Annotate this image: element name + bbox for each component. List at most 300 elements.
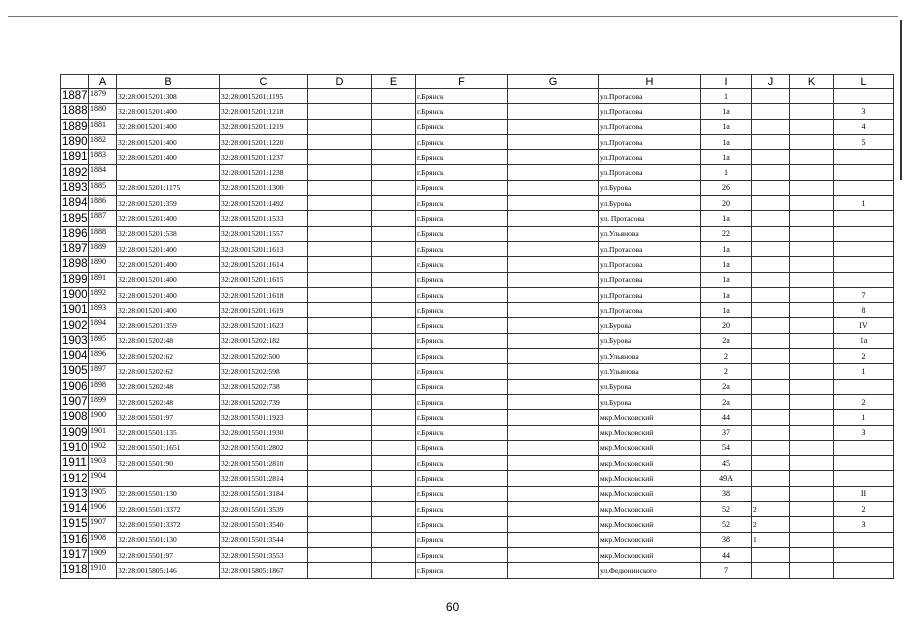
cell-d[interactable] bbox=[308, 104, 372, 119]
cell-i[interactable]: 1a bbox=[701, 211, 752, 226]
cell-e[interactable] bbox=[372, 425, 416, 440]
column-header-k[interactable]: K bbox=[790, 75, 834, 89]
cell-k[interactable] bbox=[790, 303, 834, 318]
cell-e[interactable] bbox=[372, 150, 416, 165]
cell-i[interactable]: 2 bbox=[701, 349, 752, 364]
cell-c[interactable]: 32:28:0015202:182 bbox=[220, 333, 308, 348]
cell-h[interactable]: ул.Бурова bbox=[599, 394, 701, 409]
cell-b[interactable]: 32:28:0015501:90 bbox=[117, 456, 220, 471]
cell-l[interactable] bbox=[834, 379, 894, 394]
cell-j[interactable] bbox=[752, 440, 790, 455]
cell-d[interactable] bbox=[308, 119, 372, 134]
cell-k[interactable] bbox=[790, 456, 834, 471]
cell-k[interactable] bbox=[790, 440, 834, 455]
row-number[interactable]: 1909 bbox=[62, 426, 88, 439]
cell-e[interactable] bbox=[372, 456, 416, 471]
cell-c[interactable]: 32:28:0015201:1300 bbox=[220, 180, 308, 195]
cell-a[interactable]: 1888 bbox=[89, 226, 117, 241]
cell-b[interactable]: 32:28:0015201:359 bbox=[117, 196, 220, 211]
cell-b[interactable]: 32:28:0015201:400 bbox=[117, 134, 220, 149]
cell-i[interactable]: 1a bbox=[701, 134, 752, 149]
cell-f[interactable]: г.Брянск bbox=[416, 425, 508, 440]
cell-c[interactable]: 32:28:0015501:3544 bbox=[220, 532, 308, 547]
cell-k[interactable] bbox=[790, 89, 834, 104]
column-header-c[interactable]: C bbox=[220, 75, 308, 89]
cell-f[interactable]: г.Брянск bbox=[416, 532, 508, 547]
cell-j[interactable] bbox=[752, 226, 790, 241]
cell-e[interactable] bbox=[372, 440, 416, 455]
cell-e[interactable] bbox=[372, 119, 416, 134]
cell-b[interactable]: 32:28:0015201:400 bbox=[117, 272, 220, 287]
row-number[interactable]: 1914 bbox=[62, 503, 88, 516]
cell-i[interactable]: 52 bbox=[701, 502, 752, 517]
cell-c[interactable]: 32:28:0015202:598 bbox=[220, 364, 308, 379]
cell-d[interactable] bbox=[308, 349, 372, 364]
cell-c[interactable]: 32:28:0015501:2810 bbox=[220, 456, 308, 471]
row-number[interactable]: 1893 bbox=[62, 181, 88, 194]
cell-b[interactable]: 32:28:0015201:400 bbox=[117, 241, 220, 256]
cell-c[interactable]: 32:28:0015501:3540 bbox=[220, 517, 308, 532]
cell-k[interactable] bbox=[790, 272, 834, 287]
cell-e[interactable] bbox=[372, 517, 416, 532]
cell-f[interactable]: г.Брянск bbox=[416, 180, 508, 195]
cell-d[interactable] bbox=[308, 471, 372, 486]
cell-j[interactable] bbox=[752, 318, 790, 333]
cell-i[interactable]: 2 bbox=[701, 364, 752, 379]
cell-e[interactable] bbox=[372, 104, 416, 119]
row-number[interactable]: 1904 bbox=[62, 350, 88, 363]
cell-f[interactable]: г.Брянск bbox=[416, 104, 508, 119]
cell-a[interactable]: 1892 bbox=[89, 287, 117, 302]
cell-a[interactable]: 1881 bbox=[89, 119, 117, 134]
cell-j[interactable] bbox=[752, 333, 790, 348]
cell-f[interactable]: г.Брянск bbox=[416, 563, 508, 578]
cell-k[interactable] bbox=[790, 104, 834, 119]
row-number[interactable]: 1911 bbox=[62, 457, 87, 470]
cell-e[interactable] bbox=[372, 547, 416, 562]
cell-i[interactable]: 7 bbox=[701, 563, 752, 578]
cell-k[interactable] bbox=[790, 349, 834, 364]
cell-f[interactable]: г.Брянск bbox=[416, 318, 508, 333]
cell-l[interactable]: II bbox=[834, 486, 894, 501]
cell-h[interactable]: ул.Протасова bbox=[599, 287, 701, 302]
cell-b[interactable]: 32:28:0015201:400 bbox=[117, 104, 220, 119]
cell-c[interactable]: 32:28:0015201:1220 bbox=[220, 134, 308, 149]
cell-j[interactable] bbox=[752, 410, 790, 425]
cell-d[interactable] bbox=[308, 364, 372, 379]
row-number[interactable]: 1894 bbox=[62, 197, 88, 210]
cell-i[interactable]: 45 bbox=[701, 456, 752, 471]
cell-d[interactable] bbox=[308, 89, 372, 104]
cell-e[interactable] bbox=[372, 486, 416, 501]
cell-e[interactable] bbox=[372, 471, 416, 486]
cell-g[interactable] bbox=[508, 517, 599, 532]
cell-a[interactable]: 1887 bbox=[89, 211, 117, 226]
cell-f[interactable]: г.Брянск bbox=[416, 287, 508, 302]
cell-g[interactable] bbox=[508, 349, 599, 364]
cell-c[interactable]: 32:28:0015201:1492 bbox=[220, 196, 308, 211]
cell-h[interactable]: мкр.Московский bbox=[599, 486, 701, 501]
cell-g[interactable] bbox=[508, 364, 599, 379]
cell-c[interactable]: 32:28:0015501:2802 bbox=[220, 440, 308, 455]
cell-i[interactable]: 44 bbox=[701, 547, 752, 562]
cell-h[interactable]: мкр.Московский bbox=[599, 456, 701, 471]
cell-d[interactable] bbox=[308, 547, 372, 562]
cell-g[interactable] bbox=[508, 272, 599, 287]
row-number[interactable]: 1908 bbox=[62, 411, 88, 424]
cell-h[interactable]: ул.Протасова bbox=[599, 150, 701, 165]
row-number[interactable]: 1902 bbox=[62, 319, 88, 332]
cell-b[interactable] bbox=[117, 471, 220, 486]
cell-l[interactable]: 7 bbox=[834, 287, 894, 302]
cell-b[interactable]: 32:28:0015201:400 bbox=[117, 211, 220, 226]
cell-l[interactable] bbox=[834, 471, 894, 486]
cell-k[interactable] bbox=[790, 394, 834, 409]
cell-a[interactable]: 1901 bbox=[89, 425, 117, 440]
cell-k[interactable] bbox=[790, 471, 834, 486]
cell-a[interactable]: 1883 bbox=[89, 150, 117, 165]
row-number[interactable]: 1888 bbox=[62, 105, 88, 118]
cell-c[interactable]: 32:28:0015201:1618 bbox=[220, 287, 308, 302]
column-header-f[interactable]: F bbox=[416, 75, 508, 89]
cell-c[interactable]: 32:28:0015501:3553 bbox=[220, 547, 308, 562]
cell-l[interactable] bbox=[834, 547, 894, 562]
cell-i[interactable]: 49А bbox=[701, 471, 752, 486]
cell-j[interactable] bbox=[752, 150, 790, 165]
cell-b[interactable]: 32:28:0015501:135 bbox=[117, 425, 220, 440]
cell-b[interactable]: 32:28:0015201:400 bbox=[117, 303, 220, 318]
cell-a[interactable]: 1890 bbox=[89, 257, 117, 272]
cell-g[interactable] bbox=[508, 287, 599, 302]
cell-e[interactable] bbox=[372, 303, 416, 318]
cell-d[interactable] bbox=[308, 211, 372, 226]
cell-b[interactable]: 32:28:0015501:130 bbox=[117, 486, 220, 501]
cell-g[interactable] bbox=[508, 134, 599, 149]
cell-k[interactable] bbox=[790, 241, 834, 256]
cell-c[interactable]: 32:28:0015201:1533 bbox=[220, 211, 308, 226]
cell-i[interactable]: 2a bbox=[701, 394, 752, 409]
cell-j[interactable] bbox=[752, 241, 790, 256]
cell-d[interactable] bbox=[308, 517, 372, 532]
cell-h[interactable]: ул.Протасова bbox=[599, 119, 701, 134]
cell-c[interactable]: 32:28:0015805:1867 bbox=[220, 563, 308, 578]
cell-h[interactable]: ул.Протасова bbox=[599, 257, 701, 272]
cell-j[interactable] bbox=[752, 104, 790, 119]
cell-l[interactable] bbox=[834, 532, 894, 547]
cell-l[interactable]: 3 bbox=[834, 104, 894, 119]
cell-j[interactable] bbox=[752, 379, 790, 394]
cell-j[interactable] bbox=[752, 394, 790, 409]
cell-j[interactable]: 2 bbox=[752, 517, 790, 532]
cell-f[interactable]: г.Брянск bbox=[416, 211, 508, 226]
cell-e[interactable] bbox=[372, 134, 416, 149]
cell-i[interactable]: 26 bbox=[701, 180, 752, 195]
cell-b[interactable]: 32:28:0015201:400 bbox=[117, 257, 220, 272]
column-header-g[interactable]: G bbox=[508, 75, 599, 89]
row-number[interactable]: 1889 bbox=[62, 120, 88, 133]
cell-i[interactable]: 44 bbox=[701, 410, 752, 425]
cell-j[interactable] bbox=[752, 257, 790, 272]
cell-g[interactable] bbox=[508, 180, 599, 195]
row-number[interactable]: 1895 bbox=[62, 212, 88, 225]
cell-j[interactable] bbox=[752, 287, 790, 302]
cell-k[interactable] bbox=[790, 486, 834, 501]
cell-l[interactable]: 1 bbox=[834, 196, 894, 211]
cell-k[interactable] bbox=[790, 180, 834, 195]
cell-i[interactable]: 1a bbox=[701, 287, 752, 302]
row-number[interactable]: 1917 bbox=[62, 549, 88, 562]
cell-b[interactable]: 32:28:0015201:1175 bbox=[117, 180, 220, 195]
cell-f[interactable]: г.Брянск bbox=[416, 349, 508, 364]
cell-d[interactable] bbox=[308, 502, 372, 517]
cell-b[interactable]: 32:28:0015501:3372 bbox=[117, 517, 220, 532]
cell-c[interactable]: 32:28:0015202:738 bbox=[220, 379, 308, 394]
cell-b[interactable]: 32:28:0015501:1651 bbox=[117, 440, 220, 455]
cell-h[interactable]: ул.Протасова bbox=[599, 89, 701, 104]
cell-k[interactable] bbox=[790, 364, 834, 379]
cell-j[interactable] bbox=[752, 303, 790, 318]
cell-b[interactable]: 32:28:0015202:48 bbox=[117, 333, 220, 348]
cell-j[interactable] bbox=[752, 547, 790, 562]
cell-k[interactable] bbox=[790, 150, 834, 165]
cell-e[interactable] bbox=[372, 364, 416, 379]
cell-g[interactable] bbox=[508, 547, 599, 562]
row-number[interactable]: 1892 bbox=[62, 166, 88, 179]
cell-l[interactable]: 1a bbox=[834, 333, 894, 348]
cell-k[interactable] bbox=[790, 257, 834, 272]
cell-k[interactable] bbox=[790, 119, 834, 134]
cell-a[interactable]: 1894 bbox=[89, 318, 117, 333]
cell-j[interactable] bbox=[752, 180, 790, 195]
cell-c[interactable]: 32:28:0015201:1615 bbox=[220, 272, 308, 287]
cell-h[interactable]: ул.Протасова bbox=[599, 165, 701, 180]
cell-i[interactable]: 2a bbox=[701, 379, 752, 394]
column-header-d[interactable]: D bbox=[308, 75, 372, 89]
cell-k[interactable] bbox=[790, 517, 834, 532]
cell-k[interactable] bbox=[790, 410, 834, 425]
row-number[interactable]: 1896 bbox=[62, 227, 88, 240]
cell-g[interactable] bbox=[508, 440, 599, 455]
cell-b[interactable] bbox=[117, 165, 220, 180]
cell-i[interactable]: 38 bbox=[701, 486, 752, 501]
cell-k[interactable] bbox=[790, 287, 834, 302]
cell-d[interactable] bbox=[308, 440, 372, 455]
cell-l[interactable] bbox=[834, 150, 894, 165]
cell-d[interactable] bbox=[308, 241, 372, 256]
cell-j[interactable] bbox=[752, 471, 790, 486]
cell-d[interactable] bbox=[308, 379, 372, 394]
cell-d[interactable] bbox=[308, 394, 372, 409]
cell-a[interactable]: 1899 bbox=[89, 394, 117, 409]
cell-i[interactable]: 1a bbox=[701, 150, 752, 165]
cell-j[interactable] bbox=[752, 119, 790, 134]
cell-g[interactable] bbox=[508, 502, 599, 517]
cell-f[interactable]: г.Брянск bbox=[416, 89, 508, 104]
cell-l[interactable]: IV bbox=[834, 318, 894, 333]
cell-b[interactable]: 32:28:0015202:62 bbox=[117, 364, 220, 379]
cell-i[interactable]: 1a bbox=[701, 272, 752, 287]
cell-l[interactable] bbox=[834, 89, 894, 104]
column-header-e[interactable]: E bbox=[372, 75, 416, 89]
cell-d[interactable] bbox=[308, 257, 372, 272]
cell-h[interactable]: ул.Протасова bbox=[599, 272, 701, 287]
cell-g[interactable] bbox=[508, 532, 599, 547]
cell-d[interactable] bbox=[308, 456, 372, 471]
cell-c[interactable]: 32:28:0015201:1238 bbox=[220, 165, 308, 180]
cell-j[interactable] bbox=[752, 456, 790, 471]
cell-b[interactable]: 32:28:0015201:538 bbox=[117, 226, 220, 241]
row-number[interactable]: 1900 bbox=[62, 289, 88, 301]
cell-g[interactable] bbox=[508, 456, 599, 471]
row-number[interactable]: 1897 bbox=[62, 243, 88, 256]
cell-e[interactable] bbox=[372, 196, 416, 211]
row-number[interactable]: 1890 bbox=[62, 136, 88, 149]
cell-h[interactable]: мкр.Московский bbox=[599, 410, 701, 425]
cell-k[interactable] bbox=[790, 226, 834, 241]
cell-b[interactable]: 32:28:0015201:308 bbox=[117, 89, 220, 104]
row-number[interactable]: 1910 bbox=[62, 441, 88, 454]
cell-l[interactable] bbox=[834, 165, 894, 180]
cell-j[interactable] bbox=[752, 425, 790, 440]
cell-i[interactable]: 1a bbox=[701, 104, 752, 119]
cell-c[interactable]: 32:28:0015202:739 bbox=[220, 394, 308, 409]
cell-c[interactable]: 32:28:0015501:2814 bbox=[220, 471, 308, 486]
cell-a[interactable]: 1884 bbox=[89, 165, 117, 180]
cell-b[interactable]: 32:28:0015201:400 bbox=[117, 150, 220, 165]
cell-e[interactable] bbox=[372, 318, 416, 333]
cell-j[interactable] bbox=[752, 165, 790, 180]
cell-a[interactable]: 1885 bbox=[89, 180, 117, 195]
row-number[interactable]: 1905 bbox=[62, 365, 88, 378]
cell-d[interactable] bbox=[308, 287, 372, 302]
cell-i[interactable]: 1 bbox=[701, 165, 752, 180]
cell-g[interactable] bbox=[508, 211, 599, 226]
cell-d[interactable] bbox=[308, 272, 372, 287]
cell-b[interactable]: 32:28:0015501:97 bbox=[117, 410, 220, 425]
cell-d[interactable] bbox=[308, 318, 372, 333]
cell-h[interactable]: ул.Бурова bbox=[599, 333, 701, 348]
cell-c[interactable]: 32:28:0015201:1557 bbox=[220, 226, 308, 241]
cell-d[interactable] bbox=[308, 425, 372, 440]
cell-l[interactable]: 8 bbox=[834, 303, 894, 318]
cell-k[interactable] bbox=[790, 318, 834, 333]
cell-i[interactable]: 1a bbox=[701, 119, 752, 134]
cell-i[interactable]: 54 bbox=[701, 440, 752, 455]
cell-h[interactable]: ул.Протасова bbox=[599, 241, 701, 256]
cell-i[interactable]: 20 bbox=[701, 318, 752, 333]
cell-l[interactable]: 3 bbox=[834, 425, 894, 440]
cell-j[interactable]: 2 bbox=[752, 502, 790, 517]
cell-f[interactable]: г.Брянск bbox=[416, 134, 508, 149]
cell-g[interactable] bbox=[508, 241, 599, 256]
cell-h[interactable]: ул.Бурова bbox=[599, 196, 701, 211]
cell-e[interactable] bbox=[372, 532, 416, 547]
cell-l[interactable] bbox=[834, 180, 894, 195]
cell-e[interactable] bbox=[372, 89, 416, 104]
cell-b[interactable]: 32:28:0015501:3372 bbox=[117, 502, 220, 517]
cell-i[interactable]: 37 bbox=[701, 425, 752, 440]
cell-g[interactable] bbox=[508, 563, 599, 578]
cell-i[interactable]: 52 bbox=[701, 517, 752, 532]
cell-l[interactable]: 1 bbox=[834, 410, 894, 425]
cell-e[interactable] bbox=[372, 349, 416, 364]
cell-d[interactable] bbox=[308, 486, 372, 501]
cell-f[interactable]: г.Брянск bbox=[416, 379, 508, 394]
cell-g[interactable] bbox=[508, 165, 599, 180]
cell-f[interactable]: г.Брянск bbox=[416, 241, 508, 256]
cell-h[interactable]: мкр.Московский bbox=[599, 532, 701, 547]
cell-j[interactable] bbox=[752, 563, 790, 578]
cell-b[interactable]: 32:28:0015501:130 bbox=[117, 532, 220, 547]
column-header-i[interactable]: I bbox=[701, 75, 752, 89]
cell-a[interactable]: 1908 bbox=[89, 532, 117, 547]
cell-l[interactable]: 2 bbox=[834, 349, 894, 364]
cell-h[interactable]: ул.Протасова bbox=[599, 134, 701, 149]
cell-c[interactable]: 32:28:0015501:1923 bbox=[220, 410, 308, 425]
cell-h[interactable]: мкр.Московский bbox=[599, 471, 701, 486]
cell-e[interactable] bbox=[372, 410, 416, 425]
cell-a[interactable]: 1880 bbox=[89, 104, 117, 119]
cell-k[interactable] bbox=[790, 134, 834, 149]
row-number[interactable]: 1898 bbox=[62, 258, 88, 271]
cell-e[interactable] bbox=[372, 165, 416, 180]
cell-l[interactable]: 5 bbox=[834, 134, 894, 149]
cell-k[interactable] bbox=[790, 532, 834, 547]
cell-d[interactable] bbox=[308, 410, 372, 425]
cell-k[interactable] bbox=[790, 196, 834, 211]
cell-a[interactable]: 1886 bbox=[89, 196, 117, 211]
cell-g[interactable] bbox=[508, 196, 599, 211]
cell-i[interactable]: 2a bbox=[701, 333, 752, 348]
row-number[interactable]: 1915 bbox=[62, 518, 88, 531]
cell-b[interactable]: 32:28:0015201:400 bbox=[117, 287, 220, 302]
cell-f[interactable]: г.Брянск bbox=[416, 150, 508, 165]
column-header-l[interactable]: L bbox=[834, 75, 894, 89]
cell-a[interactable]: 1903 bbox=[89, 456, 117, 471]
cell-i[interactable]: 1a bbox=[701, 241, 752, 256]
cell-g[interactable] bbox=[508, 471, 599, 486]
cell-k[interactable] bbox=[790, 165, 834, 180]
cell-a[interactable]: 1879 bbox=[89, 89, 117, 104]
cell-j[interactable] bbox=[752, 211, 790, 226]
cell-c[interactable]: 32:28:0015501:3184 bbox=[220, 486, 308, 501]
row-number[interactable]: 1913 bbox=[62, 487, 88, 500]
cell-a[interactable]: 1897 bbox=[89, 364, 117, 379]
cell-i[interactable]: 1 bbox=[701, 89, 752, 104]
cell-f[interactable]: г.Брянск bbox=[416, 119, 508, 134]
cell-j[interactable] bbox=[752, 364, 790, 379]
cell-a[interactable]: 1900 bbox=[89, 410, 117, 425]
cell-f[interactable]: г.Брянск bbox=[416, 226, 508, 241]
cell-k[interactable] bbox=[790, 379, 834, 394]
cell-f[interactable]: г.Брянск bbox=[416, 456, 508, 471]
cell-d[interactable] bbox=[308, 563, 372, 578]
cell-a[interactable]: 1904 bbox=[89, 471, 117, 486]
cell-k[interactable] bbox=[790, 333, 834, 348]
cell-a[interactable]: 1902 bbox=[89, 440, 117, 455]
cell-l[interactable] bbox=[834, 257, 894, 272]
cell-i[interactable]: 1a bbox=[701, 303, 752, 318]
cell-l[interactable] bbox=[834, 440, 894, 455]
cell-h[interactable]: ул.Протасова bbox=[599, 303, 701, 318]
cell-l[interactable] bbox=[834, 241, 894, 256]
cell-c[interactable]: 32:28:0015501:3539 bbox=[220, 502, 308, 517]
cell-h[interactable]: ул.Ульянова bbox=[599, 226, 701, 241]
cell-l[interactable]: 2 bbox=[834, 502, 894, 517]
cell-e[interactable] bbox=[372, 257, 416, 272]
cell-h[interactable]: мкр.Московский bbox=[599, 547, 701, 562]
cell-c[interactable]: 32:28:0015201:1219 bbox=[220, 119, 308, 134]
